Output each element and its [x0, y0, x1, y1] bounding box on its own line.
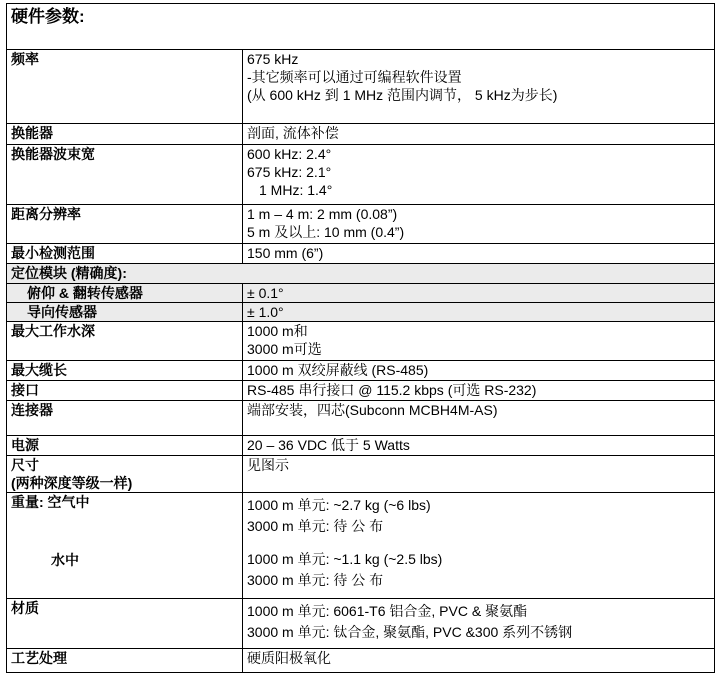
dimensions-label-line: 尺寸: [11, 457, 39, 473]
transducer-label: 换能器: [7, 124, 243, 145]
interface-label: 接口: [7, 381, 243, 401]
spec-title: 硬件参数:: [7, 4, 715, 50]
transducer-value: 剖面, 流体补偿: [243, 124, 715, 145]
spec-row-power: [7, 436, 715, 456]
frequency-line: (从 600 kHz 到 1 MHz 范围内调节， 5 kHz为步长): [247, 87, 558, 103]
spec-row-pitch-roll: [7, 284, 715, 303]
cable-label: 最大缆长: [7, 361, 243, 381]
min-range-label: 最小检测范围: [7, 244, 243, 264]
spec-row-transducer: [7, 124, 715, 145]
spec-row-weight: [7, 493, 715, 599]
material-line: 3000 m 单元: 钛合金, 聚氨酯, PVC &300 系列不锈钢: [247, 624, 573, 640]
frequency-value: [243, 50, 715, 124]
spec-row-positioning: [7, 264, 715, 284]
range-resolution-line: 5 m 及以上: 10 mm (0.4”): [247, 224, 405, 240]
finish-label: 工艺处理: [7, 649, 243, 673]
depth-value: [243, 322, 715, 361]
spec-row-range-resolution: [7, 205, 715, 244]
beamwidth-value: [243, 145, 715, 205]
spec-row-beamwidth: [7, 145, 715, 205]
hardware-spec-table: [6, 3, 715, 673]
weight-value: [243, 493, 715, 599]
weight-air-line: 1000 m 单元: ~2.7 kg (~6 lbs): [247, 497, 431, 513]
weight-water-label: 水中: [51, 552, 79, 568]
dimensions-label: [7, 456, 243, 493]
material-value: [243, 599, 715, 649]
frequency-line: -其它频率可以通过可编程软件设置: [247, 69, 462, 85]
weight-water-line: 1000 m 单元: ~1.1 kg (~2.5 lbs): [247, 551, 443, 567]
spec-row-material: [7, 599, 715, 649]
range-resolution-value: [243, 205, 715, 244]
cable-value: 1000 m 双绞屏蔽线 (RS-485): [243, 361, 715, 381]
connector-value: 端部安装，四芯(Subconn MCBH4M-AS): [243, 401, 715, 436]
connector-label: 连接器: [7, 401, 243, 436]
weight-water-line: 3000 m 单元: 待 公 布: [247, 572, 384, 588]
spec-row-frequency: [7, 50, 715, 124]
beamwidth-line: 1 MHz: 1.4°: [259, 182, 333, 198]
heading-label: 导向传感器: [7, 303, 243, 322]
beamwidth-line: 600 kHz: 2.4°: [247, 146, 332, 162]
frequency-label: 频率: [7, 50, 243, 124]
spec-row-dimensions: [7, 456, 715, 493]
beamwidth-line: 675 kHz: 2.1°: [247, 164, 332, 180]
pitch-roll-label: 俯仰 & 翻转传感器: [7, 284, 243, 303]
depth-line: 1000 m和: [247, 323, 308, 339]
weight-air-label: 重量: 空气中: [11, 494, 90, 510]
material-line: 1000 m 单元: 6061-T6 铝合金, PVC & 聚氨酯: [247, 603, 528, 619]
beamwidth-label: 换能器波束宽: [7, 145, 243, 205]
title-row: [7, 4, 715, 50]
range-resolution-line: 1 m – 4 m: 2 mm (0.08”): [247, 206, 398, 222]
spec-row-min-range: [7, 244, 715, 264]
heading-value: ± 1.0°: [243, 303, 715, 322]
finish-value: 硬质阳极氧化: [243, 649, 715, 673]
range-resolution-label: 距离分辨率: [7, 205, 243, 244]
weight-label: [7, 493, 243, 599]
spec-row-cable: [7, 361, 715, 381]
depth-label: 最大工作水深: [7, 322, 243, 361]
dimensions-value: 见图示: [243, 456, 715, 493]
material-label: 材质: [7, 599, 243, 649]
dimensions-label-note: (两种深度等级一样): [11, 475, 133, 491]
depth-line: 3000 m可选: [247, 341, 322, 357]
frequency-line: 675 kHz: [247, 51, 299, 67]
spec-row-interface: [7, 381, 715, 401]
spec-row-finish: [7, 649, 715, 673]
power-label: 电源: [7, 436, 243, 456]
weight-air-line: 3000 m 单元: 待 公 布: [247, 518, 384, 534]
positioning-label: 定位模块 (精确度):: [7, 264, 715, 284]
spec-row-connector: [7, 401, 715, 436]
pitch-roll-value: ± 0.1°: [243, 284, 715, 303]
spec-row-depth: [7, 322, 715, 361]
power-value: 20 – 36 VDC 低于 5 Watts: [243, 436, 715, 456]
min-range-value: 150 mm (6”): [243, 244, 715, 264]
spec-row-heading: [7, 303, 715, 322]
interface-value: RS-485 串行接口 @ 115.2 kbps (可选 RS-232): [243, 381, 715, 401]
